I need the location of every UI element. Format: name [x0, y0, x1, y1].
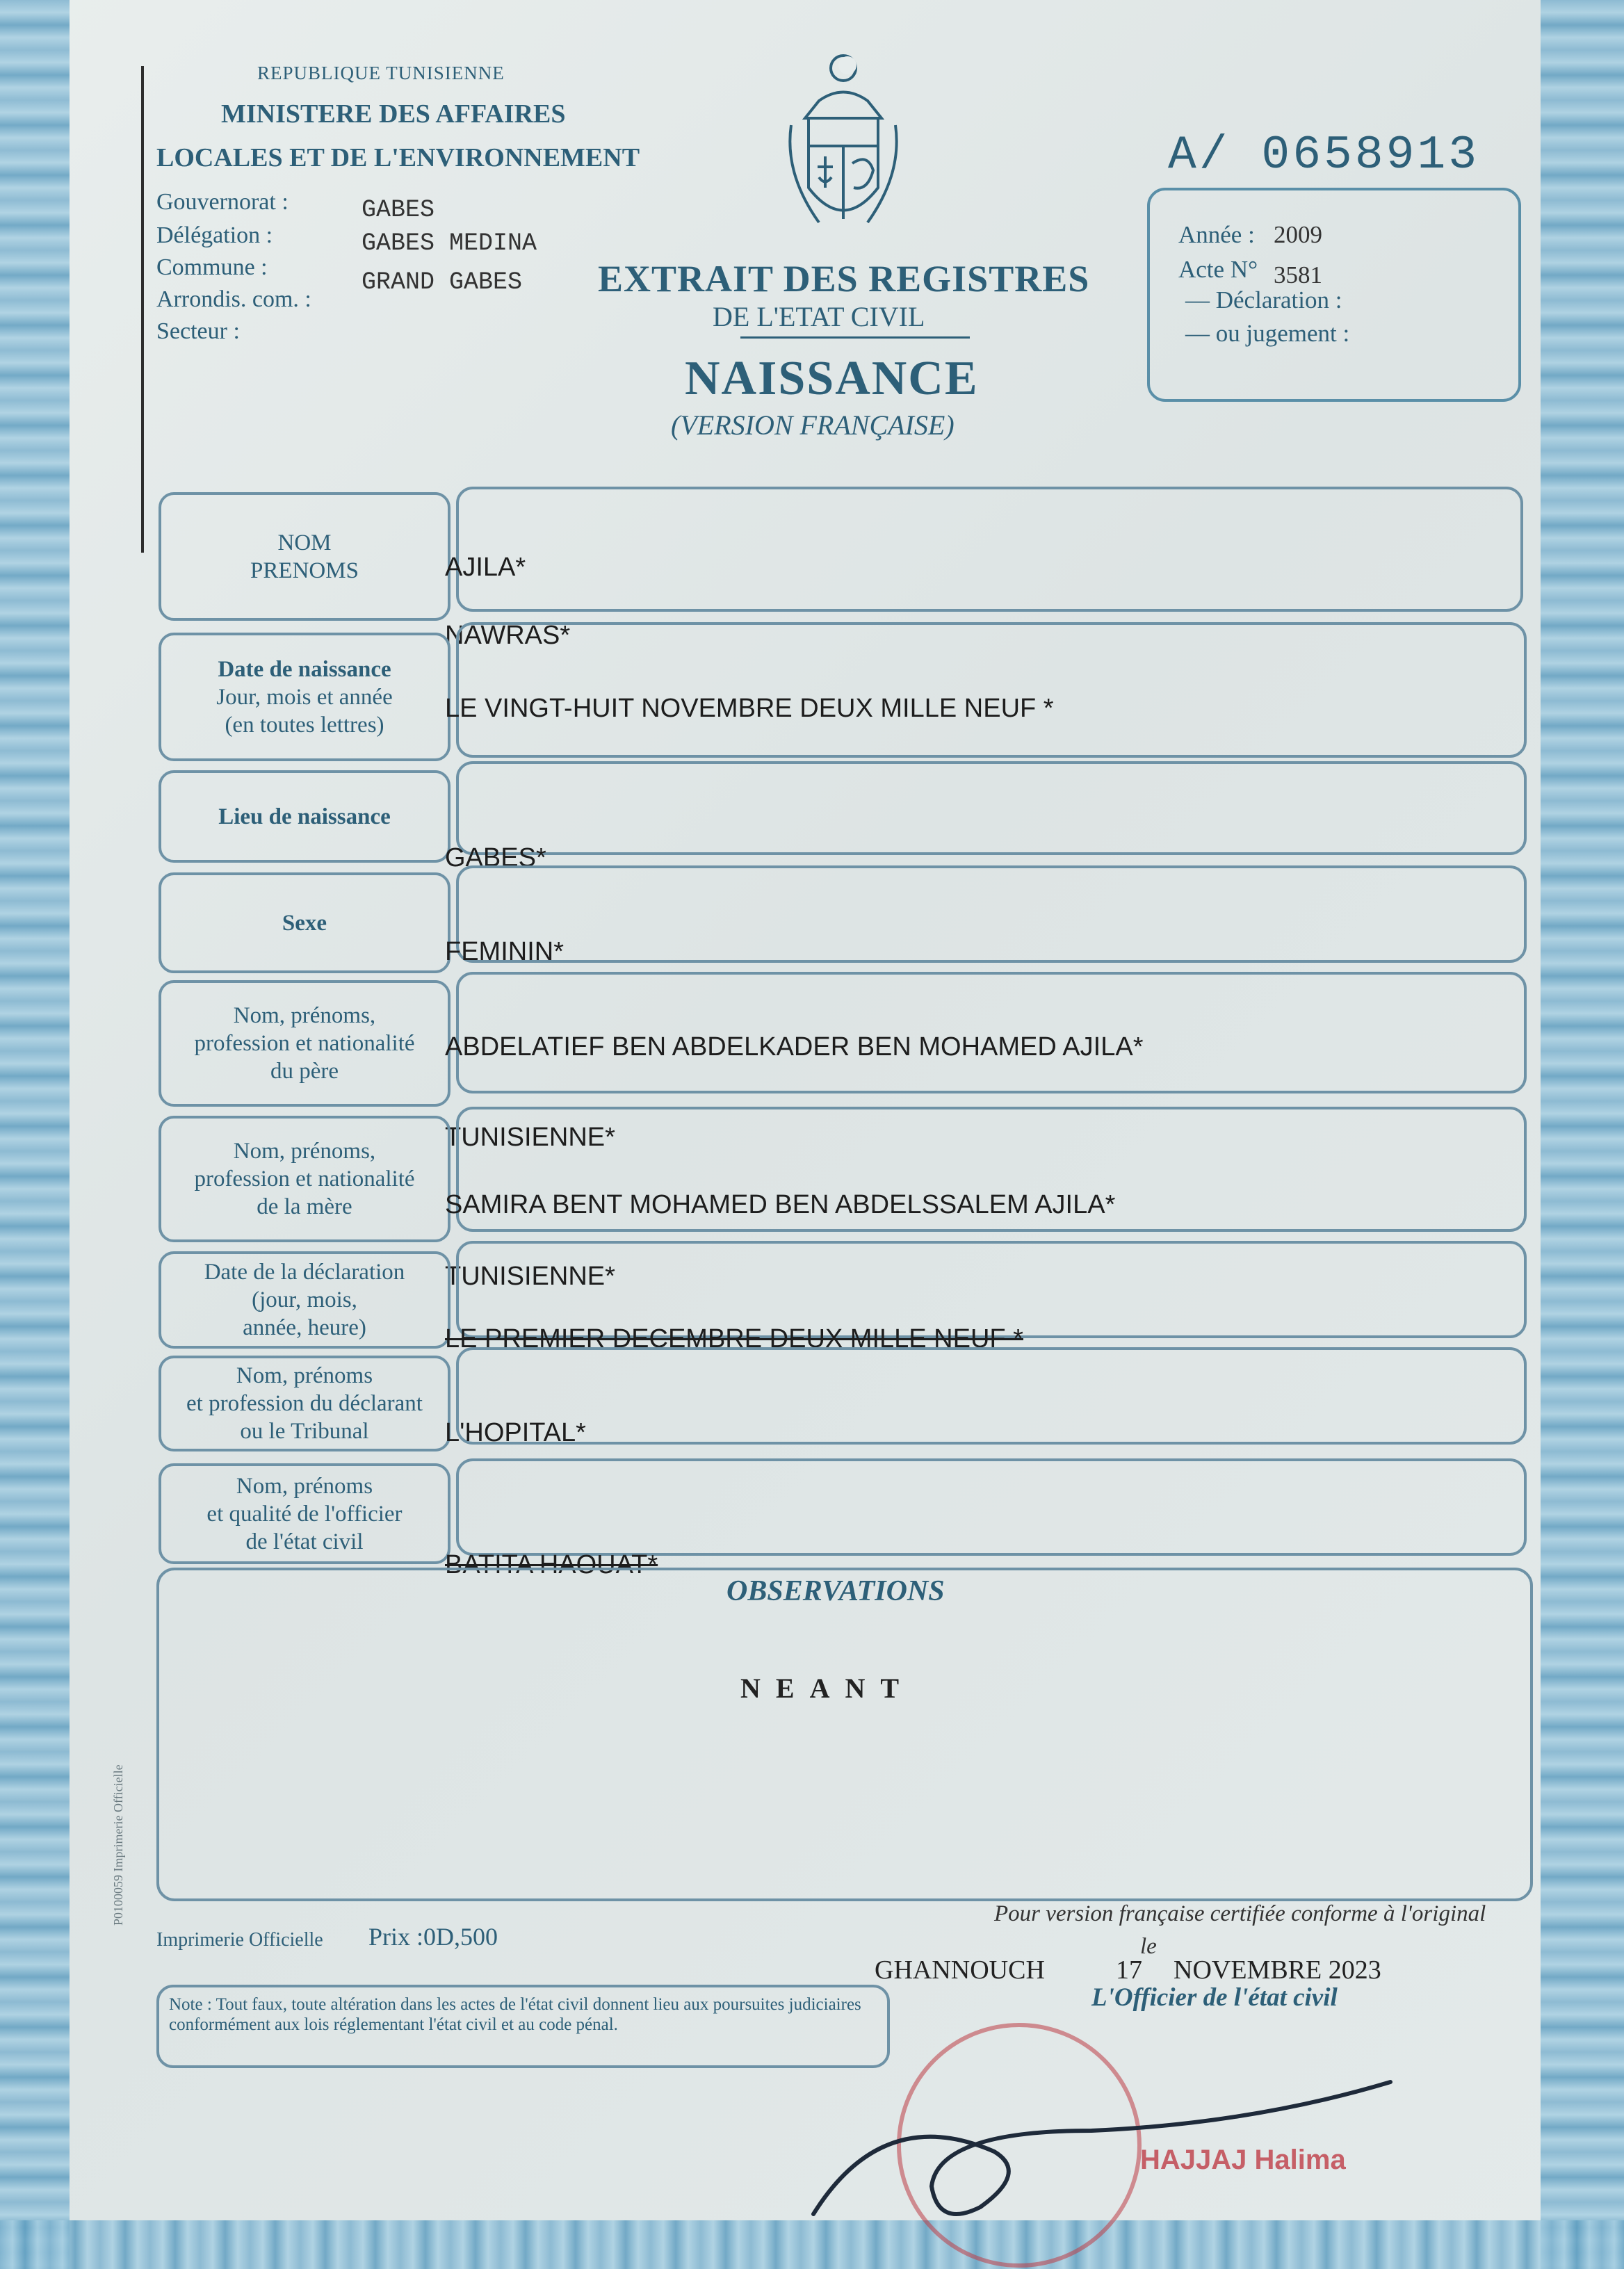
title-extrait: EXTRAIT DES REGISTRES: [598, 258, 1090, 300]
arrondis-label: Arrondis. com. :: [156, 286, 311, 312]
pere-label-cell: [159, 980, 450, 1107]
pere-nationality: TUNISIENNE*: [445, 1123, 615, 1152]
lieu-label: Lieu de naissance: [218, 804, 391, 829]
right-guilloche-border: [1541, 0, 1624, 2269]
jugement-label: — ou jugement :: [1185, 320, 1350, 347]
decl-value-cell: [456, 1241, 1527, 1338]
ministry-line-1: MINISTERE DES AFFAIRES: [221, 99, 566, 129]
officier-label-cell: [159, 1463, 450, 1564]
mere-value: SAMIRA BENT MOHAMED BEN ABDELSSALEM AJILA*: [445, 1190, 1116, 1219]
lieu-label-cell: [159, 770, 450, 863]
commune-label: Commune :: [156, 254, 268, 280]
delegation-label: Délégation :: [156, 222, 273, 248]
serial-number: A/ 0658913: [1168, 129, 1480, 182]
dob-label-cell: [159, 633, 450, 761]
issue-place: GHANNOUCH: [875, 1955, 1045, 1985]
prenom-value: NAWRAS*: [445, 621, 571, 650]
signature-icon: [799, 2047, 1411, 2235]
declaration-label: — Déclaration :: [1185, 286, 1342, 314]
declarant-value-cell: [456, 1347, 1527, 1445]
mere-label-cell: [159, 1116, 450, 1242]
declarant-label-cell: [159, 1356, 450, 1451]
dob-value-cell: [456, 622, 1527, 758]
coat-of-arms-icon: [777, 49, 909, 243]
declarant-value: L'HOPITAL*: [445, 1418, 586, 1447]
dob-label-3: (en toutes lettres): [225, 712, 384, 738]
officier-value: BATITA HAOUAT*: [445, 1550, 658, 1579]
sexe-label: Sexe: [282, 910, 327, 936]
decl-label-2: (jour, mois,: [252, 1287, 357, 1312]
lieu-value-cell: [456, 761, 1527, 855]
decl-value: LE PREMIER DECEMBRE DEUX MILLE NEUF *: [445, 1324, 1023, 1353]
acte-value: 3581: [1274, 261, 1322, 288]
prenoms-label: PRENOMS: [250, 558, 359, 583]
header-divider: [141, 66, 144, 553]
officier-label-1: Nom, prénoms: [236, 1473, 373, 1499]
decl-label-3: année, heure): [243, 1315, 366, 1340]
decl-label-cell: [159, 1251, 450, 1349]
imprimerie-text: Imprimerie Officielle: [156, 1929, 323, 1951]
delegation-value: GABES MEDINA: [362, 229, 537, 257]
acte-label: Acte N°: [1178, 256, 1258, 283]
declarant-label-2: et profession du déclarant: [186, 1391, 423, 1416]
mere-label-2: profession et nationalité: [194, 1166, 415, 1192]
officer-title: L'Officier de l'état civil: [1091, 1983, 1338, 2012]
dob-label-2: Jour, mois et année: [216, 684, 393, 710]
decl-label-1: Date de la déclaration: [204, 1260, 405, 1285]
prix-text: Prix :0D,500: [368, 1923, 498, 1951]
dob-value: LE VINGT-HUIT NOVEMBRE DEUX MILLE NEUF *: [445, 694, 1054, 723]
issue-day: 17: [1116, 1955, 1142, 1985]
gouvernorat-label: Gouvernorat :: [156, 189, 289, 215]
side-print-code: P0100059 Imprimerie Officielle: [111, 1764, 125, 1926]
observations-box: [156, 1568, 1533, 1901]
nom-value: AJILA*: [445, 553, 526, 582]
annee-value: 2009: [1274, 221, 1322, 248]
observations-value: NEANT: [740, 1673, 915, 1704]
legal-note: Note : Tout faux, toute altération dans les actes de l'état civil donnent lieu aux poursuites judiciaires conformément aux lois réglementant l'état civil et au code pénal.: [156, 1985, 890, 2068]
declarant-label-1: Nom, prénoms: [236, 1363, 373, 1388]
title-version: (VERSION FRANÇAISE): [671, 409, 955, 441]
gouvernorat-value: GABES: [362, 196, 435, 224]
nom-label-cell: [159, 492, 450, 621]
certification-text: Pour version française certifiée conforme à l'original: [994, 1901, 1486, 1926]
issue-month-year: NOVEMBRE 2023: [1174, 1955, 1381, 1985]
annee-label: Année :: [1178, 221, 1255, 248]
sexe-value: FEMININ*: [445, 937, 564, 966]
republic-name: REPUBLIQUE TUNISIENNE: [257, 63, 505, 83]
stamp-name: HAJJAJ Halima: [1140, 2145, 1346, 2175]
pere-label-3: du père: [270, 1059, 339, 1084]
sexe-label-cell: [159, 872, 450, 973]
mere-label-1: Nom, prénoms,: [233, 1139, 376, 1164]
ministry-line-2: LOCALES ET DE L'ENVIRONNEMENT: [156, 143, 640, 172]
officier-value-cell: [456, 1458, 1527, 1556]
dob-label-1: Date de naissance: [218, 656, 391, 682]
sexe-value-cell: [456, 865, 1527, 963]
observations-title: OBSERVATIONS: [726, 1575, 945, 1607]
le-text: le: [1140, 1934, 1157, 1959]
pere-label-1: Nom, prénoms,: [233, 1003, 376, 1028]
left-guilloche-border: [0, 0, 70, 2269]
secteur-label: Secteur :: [156, 318, 240, 344]
pere-label-2: profession et nationalité: [194, 1031, 415, 1056]
declarant-label-3: ou le Tribunal: [240, 1419, 369, 1444]
pere-value: ABDELATIEF BEN ABDELKADER BEN MOHAMED AJILA*: [445, 1032, 1144, 1062]
commune-value: GRAND GABES: [362, 268, 523, 296]
mere-nationality: TUNISIENNE*: [445, 1262, 615, 1291]
title-underline: [740, 336, 970, 339]
title-naissance: NAISSANCE: [685, 352, 979, 405]
lieu-value: GABES*: [445, 843, 546, 872]
title-etat-civil: DE L'ETAT CIVIL: [713, 301, 925, 332]
officier-label-3: de l'état civil: [245, 1529, 364, 1554]
mere-label-3: de la mère: [257, 1194, 352, 1219]
officier-label-2: et qualité de l'officier: [206, 1501, 403, 1527]
nom-value-cell: [456, 487, 1523, 612]
nom-label: NOM: [277, 530, 332, 555]
